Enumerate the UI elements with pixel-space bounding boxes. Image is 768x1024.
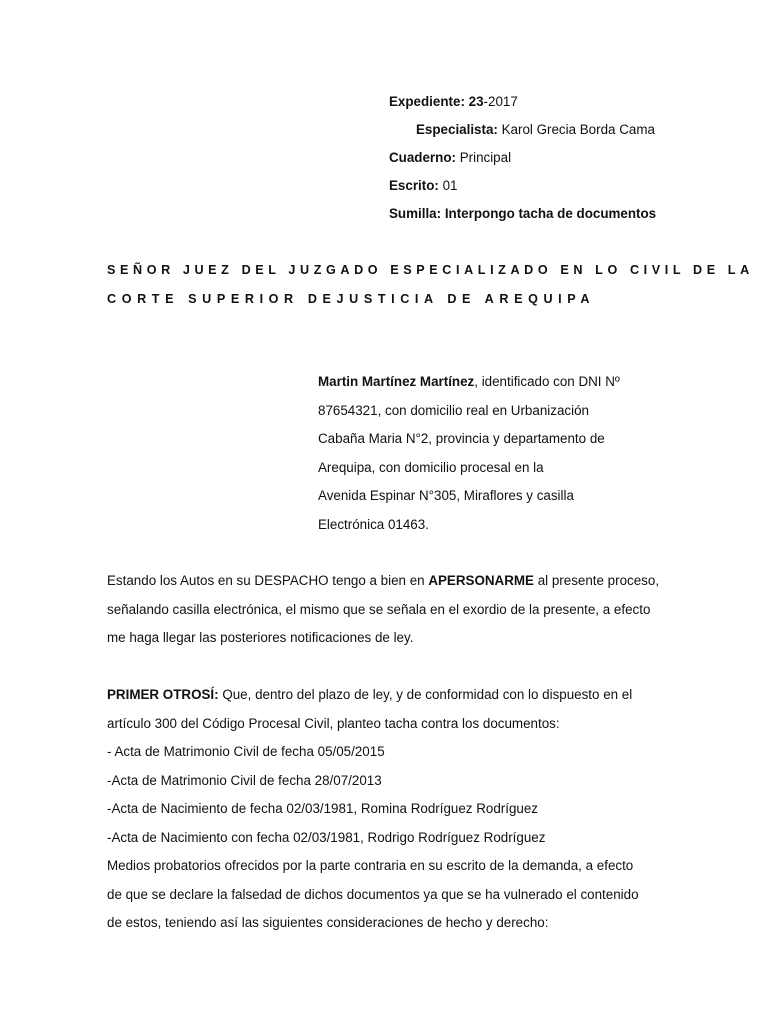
expediente-year: -2017 — [483, 94, 518, 109]
otrosi-line-1 — [107, 681, 662, 710]
intro-line-1-a: Estando los Autos en su DESPACHO tengo a bien en — [107, 573, 429, 588]
intro-line-1-c: al presente proceso, — [533, 573, 660, 588]
otrosi-line-2: artículo 300 del Código Procesal Civil, planteo tacha contra los documentos: — [107, 715, 560, 731]
document-item: -Acta de Nacimiento con fecha 02/03/1981, Rodrigo Rodríguez Rodríguez — [107, 829, 546, 845]
intro-line-2: señalando casilla electrónica, el mismo que se señala en el exordio de la presente, a efecto — [107, 601, 651, 617]
apersonarme-text: APERSONARME — [428, 573, 534, 588]
party-line-5: Avenida Espinar N°305, Miraflores y casilla — [318, 488, 574, 503]
otrosi-line-1-rest: Que, dentro del plazo de ley, y de conformidad con lo dispuesto en el — [218, 687, 633, 702]
escrito-value: 01 — [442, 178, 458, 193]
cuaderno-value: Principal — [459, 150, 512, 165]
otrosi-closing-line-1: Medios probatorios ofrecidos por la parte contraria en su escrito de la demanda, a efecto — [107, 858, 634, 873]
otrosi-paragraph — [107, 681, 662, 938]
sumilla-line — [389, 202, 656, 230]
otrosi-closing-line-2: de que se declare la falsedad de dichos documentos ya que se ha vulnerado el contenido — [107, 886, 639, 902]
expediente-line — [389, 90, 656, 118]
escrito-line — [389, 174, 656, 202]
addressee-line-2: CORTE SUPERIOR DEJUSTICIA DE AREQUIPA — [107, 292, 596, 306]
addressee-line-1: SEÑOR JUEZ DEL JUZGADO ESPECIALIZADO EN LO CIVIL DE LA — [107, 263, 754, 277]
document-item: -Acta de Nacimiento de fecha 02/03/1981, Romina Rodríguez Rodríguez — [107, 801, 538, 816]
party-line-2: 87654321, con domicilio real en Urbanización — [318, 402, 589, 418]
party-line-1-rest: , identificado con DNI Nº — [474, 374, 620, 389]
escrito-label: Escrito: — [389, 178, 439, 193]
expediente-label: Expediente: — [389, 94, 465, 109]
party-line-4: Arequipa, con domicilio procesal en la — [318, 459, 544, 475]
party-line-3: Cabaña Maria N°2, provincia y departamento de — [318, 431, 605, 446]
sumilla-value: Interpongo tacha de documentos — [444, 206, 657, 221]
sumilla-label: Sumilla: — [389, 206, 442, 221]
party-block — [318, 370, 678, 541]
expediente-number: 23 — [468, 94, 484, 109]
party-line-1 — [318, 370, 678, 399]
especialista-label: Especialista: — [416, 122, 498, 137]
party-name: Martin Martínez Martínez — [318, 374, 475, 389]
cuaderno-line — [389, 146, 656, 174]
document-item: - Acta de Matrimonio Civil de fecha 05/05/2015 — [107, 744, 385, 759]
cuaderno-label: Cuaderno: — [389, 150, 456, 165]
especialista-line — [389, 118, 656, 146]
otrosi-closing-line-3: de estos, teniendo así las siguientes consideraciones de hecho y derecho: — [107, 915, 549, 930]
otrosi-label: PRIMER OTROSÍ: — [107, 687, 219, 702]
especialista-value: Karol Grecia Borda Cama — [501, 122, 655, 137]
intro-line-1 — [107, 567, 662, 596]
document-item: -Acta de Matrimonio Civil de fecha 28/07/2013 — [107, 772, 382, 788]
intro-paragraph — [107, 567, 662, 653]
case-header — [389, 90, 656, 230]
intro-line-3: me haga llegar las posteriores notificaciones de ley. — [107, 630, 414, 645]
party-line-6: Electrónica 01463. — [318, 516, 429, 532]
